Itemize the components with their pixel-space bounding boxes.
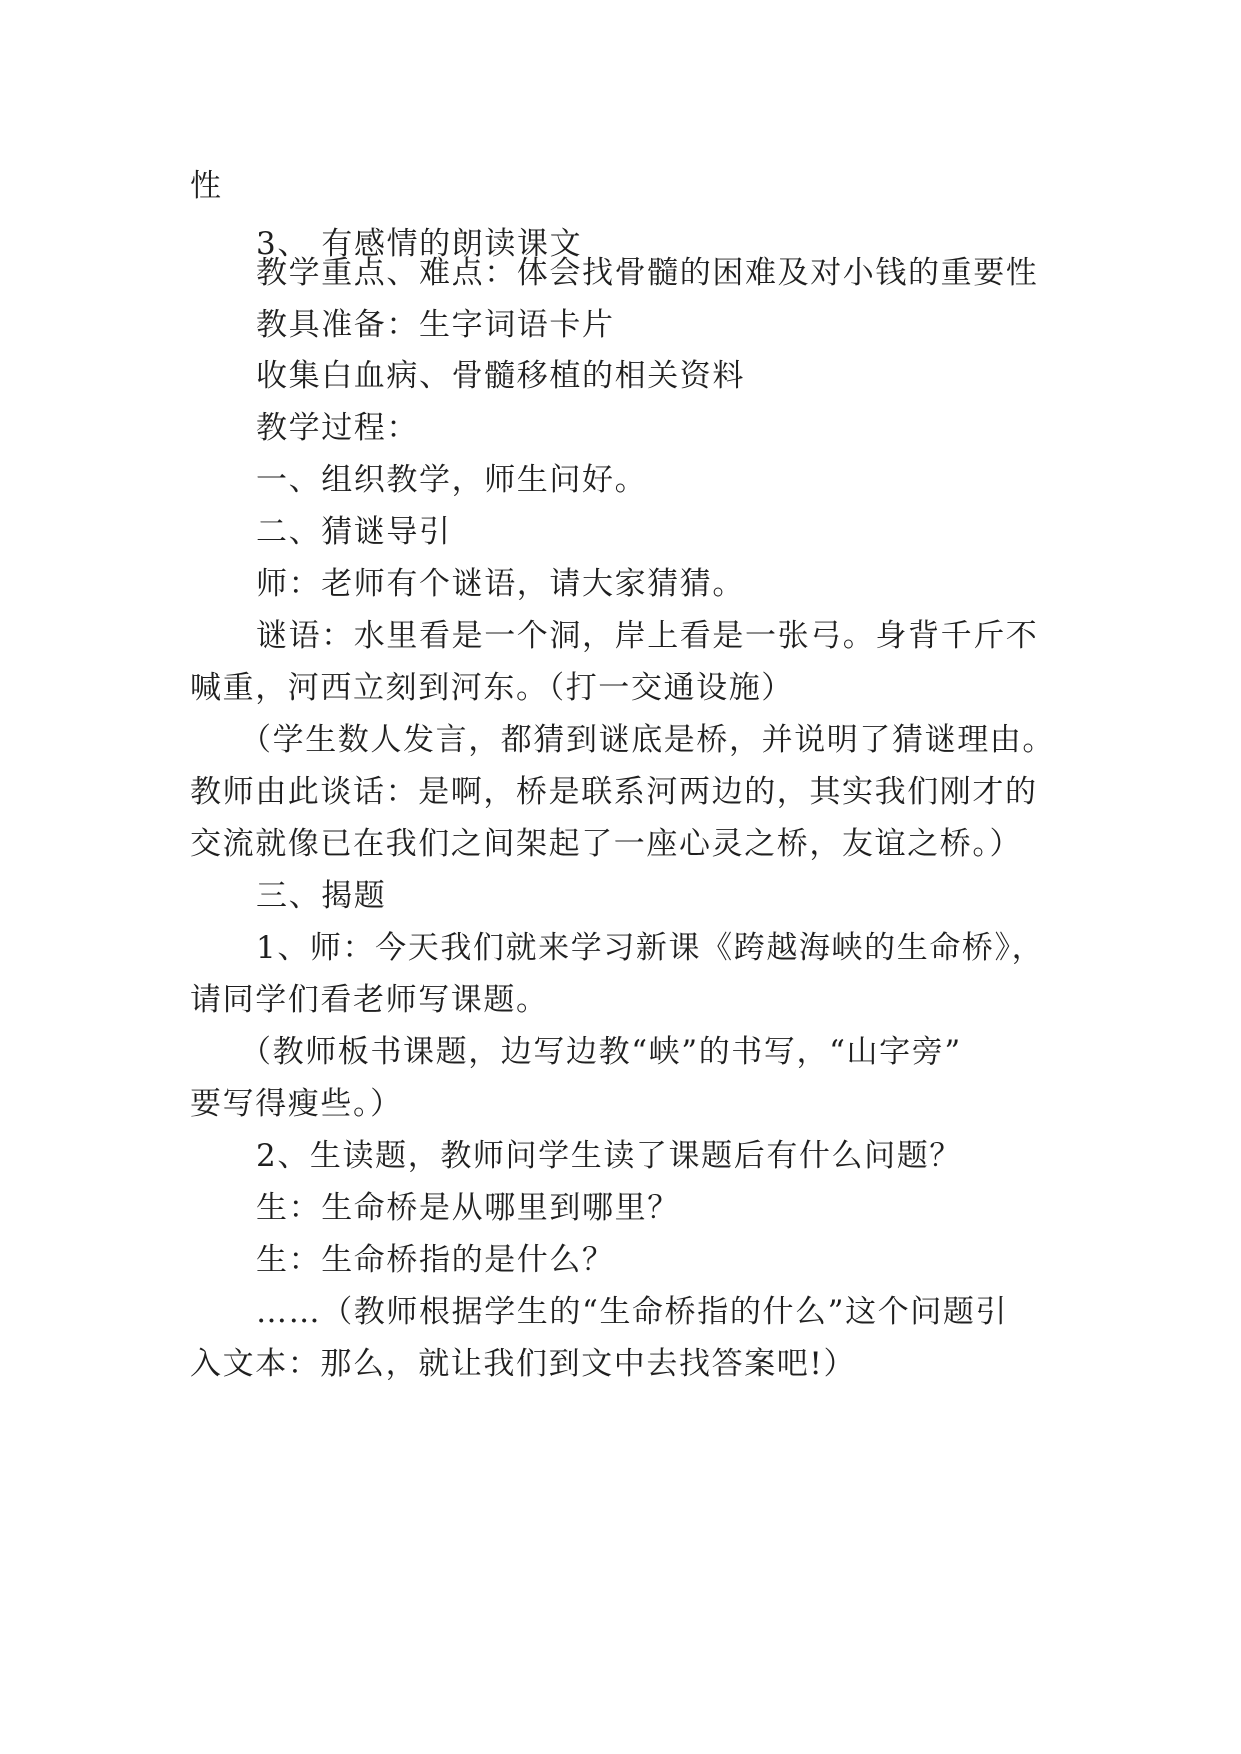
text-line-riddle-1: 谜语：水里看是一个洞，岸上看是一张弓。身背千斤不 bbox=[256, 618, 1039, 654]
text-line-read-title: 2、生读题，教师问学生读了课题后有什么问题？ bbox=[256, 1138, 962, 1174]
text-line-collect-materials: 收集白血病、骨髓移植的相关资料 bbox=[256, 358, 745, 394]
text-line-key-points: 教学重点、难点：体会找骨髓的困难及对小钱的重要性 bbox=[256, 255, 1039, 291]
text-line-student-question-2: 生：生命桥指的是什么？ bbox=[256, 1242, 615, 1278]
text-line-new-lesson-1: 1、师：今天我们就来学习新课《跨越海峡的生命桥》， bbox=[256, 930, 1045, 966]
text-line-blackboard-1: （教师板书课题，边写边教“峡”的书写，“山字旁” bbox=[240, 1034, 962, 1070]
text-line-teaching-process: 教学过程： bbox=[256, 410, 419, 446]
text-line-student-answer-2: 教师由此谈话：是啊，桥是联系河两边的，其实我们刚才的 bbox=[190, 774, 1038, 810]
text-line-introduce-text-1: ……（教师根据学生的“生命桥指的什么”这个问题引 bbox=[256, 1294, 1009, 1330]
text-line-blackboard-2: 要写得瘦些。） bbox=[190, 1086, 403, 1122]
text-line-new-lesson-2: 请同学们看老师写课题。 bbox=[190, 982, 549, 1018]
text-line-student-answer-1: （学生数人发言，都猜到谜底是桥，并说明了猜谜理由。 bbox=[240, 722, 1055, 758]
text-line-section-1: 一、组织教学，师生问好。 bbox=[256, 462, 648, 498]
text-line-goal-3: 3、 有感情的朗读课文 bbox=[256, 226, 583, 262]
text-line-riddle-2: 喊重，河西立刻到河东。（打一交通设施） bbox=[190, 670, 794, 706]
text-line-continuation: 性 bbox=[190, 168, 223, 204]
text-line-introduce-text-2: 入文本：那么，就让我们到文中去找答案吧!） bbox=[190, 1346, 857, 1382]
text-line-teaching-aids: 教具准备：生字词语卡片 bbox=[256, 307, 615, 343]
text-line-section-2: 二、猜谜导引 bbox=[256, 514, 452, 550]
text-line-teacher-riddle: 师：老师有个谜语，请大家猜猜。 bbox=[256, 566, 745, 602]
text-line-section-3: 三、揭题 bbox=[256, 878, 387, 914]
text-line-student-answer-3: 交流就像已在我们之间架起了一座心灵之桥，友谊之桥。） bbox=[190, 826, 1023, 862]
text-line-student-question-1: 生：生命桥是从哪里到哪里？ bbox=[256, 1190, 680, 1226]
